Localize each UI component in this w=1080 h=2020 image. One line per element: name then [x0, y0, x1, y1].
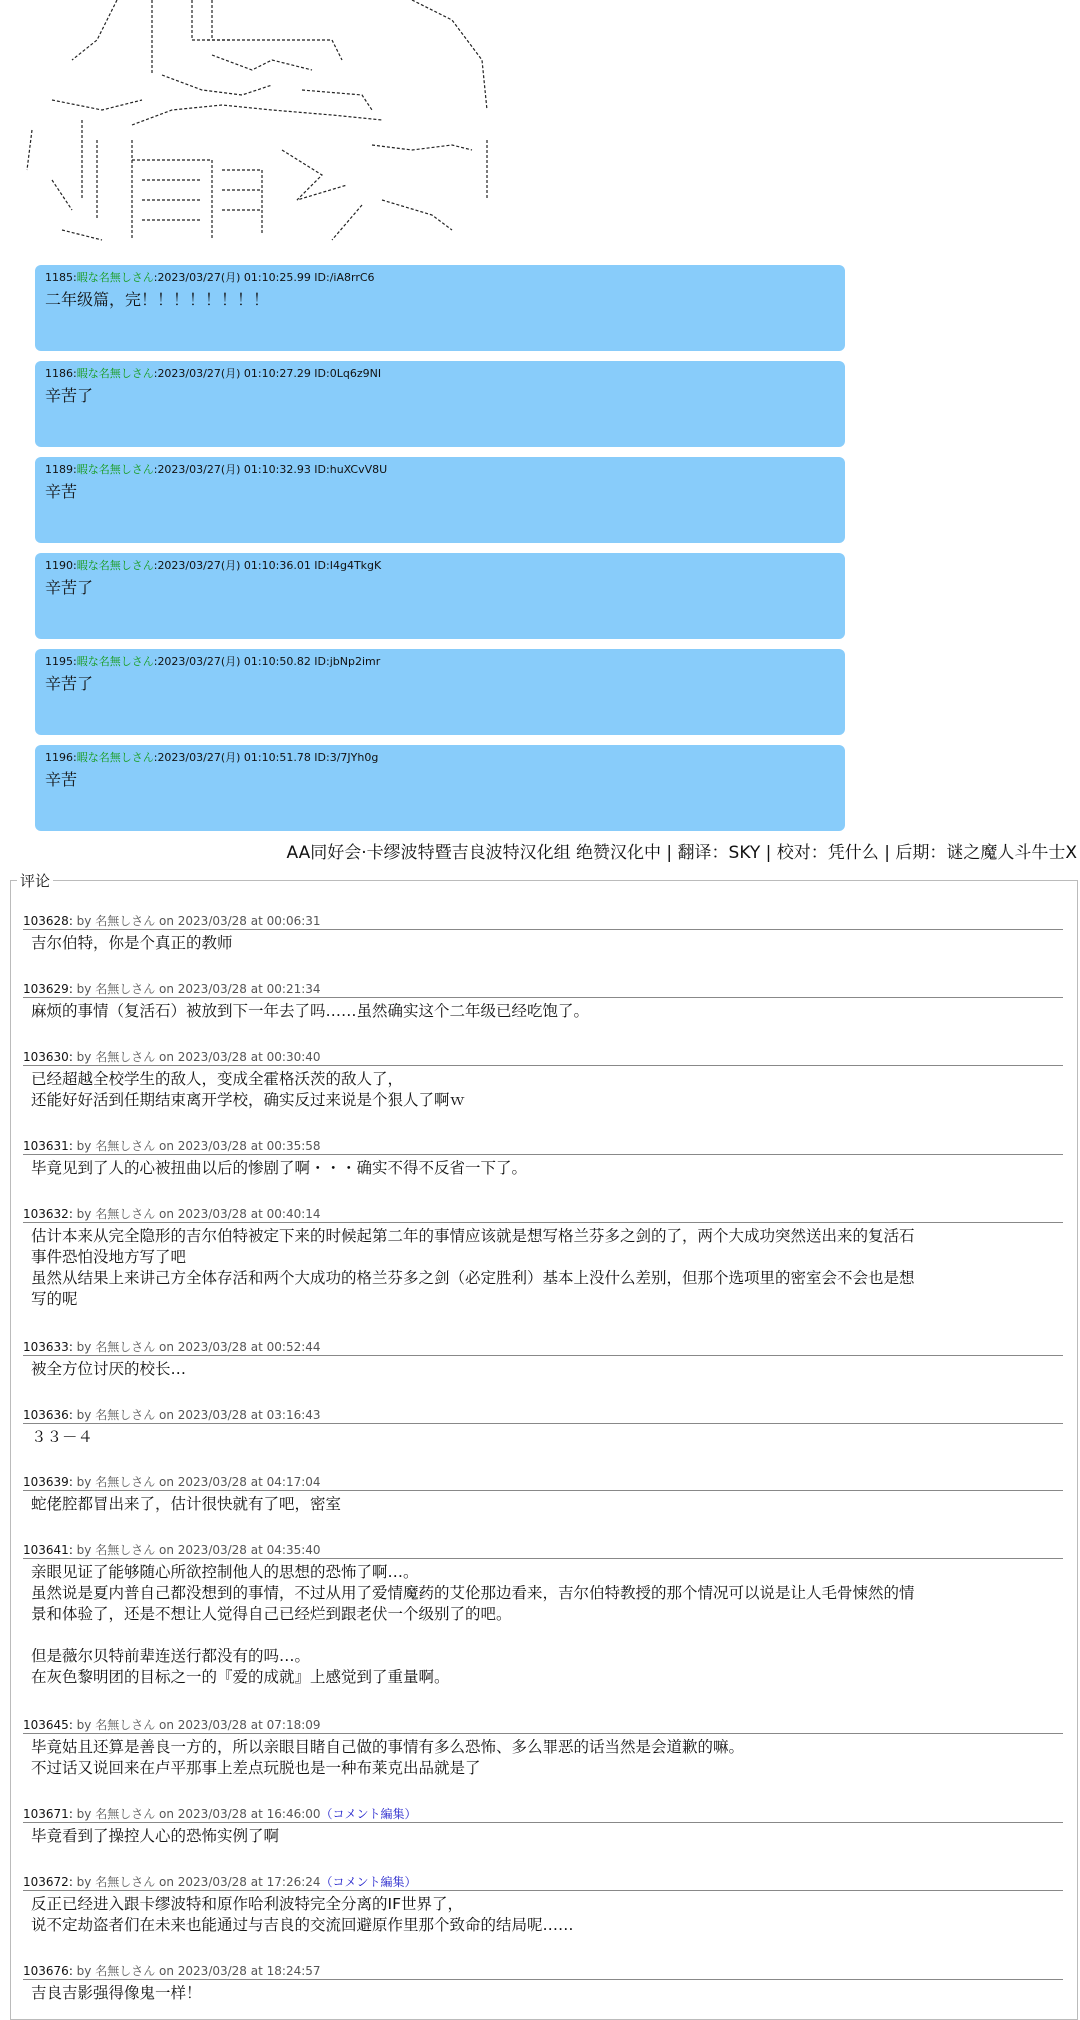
- post-body: 辛苦了: [45, 674, 94, 693]
- comment-line: 蛇佬腔都冒出来了，估计很快就有了吧，密室: [31, 1495, 342, 1513]
- post: [35, 745, 845, 831]
- comment-line: 事件恐怕没地方写了吧: [31, 1248, 187, 1266]
- comment-meta: by 名無しさん on 2023/03/28 at 00:21:34: [76, 982, 321, 996]
- comment-line: 说不定劫盗者们在未来也能通过与吉良的交流回避原作里那个致命的结局呢……: [31, 1916, 574, 1934]
- post: [35, 265, 845, 351]
- comment-line: 被全方位讨厌的校长…: [31, 1360, 187, 1378]
- comment-id[interactable]: 103631: [23, 1139, 69, 1153]
- comment-header: 103671: by 名無しさん on 2023/03/28 at 16:46:00（コメント編集）: [23, 1806, 1063, 1823]
- post-header: 1195:暇な名無しさん:2023/03/27(月) 01:10:50.82 ID:jbNp2imr: [45, 655, 381, 668]
- comment-body: [23, 1562, 1073, 1688]
- post-header: 1190:暇な名無しさん:2023/03/27(月) 01:10:36.01 ID:I4g4TkgK: [45, 559, 382, 572]
- comment-line: 虽然说是夏内普自己都没想到的事情，不过从用了爱情魔药的艾伦那边看来，吉尔伯特教授的那个情况可以说是让人毛骨悚然的情: [31, 1584, 915, 1602]
- comment: [23, 1717, 1073, 1779]
- comment-meta: by 名無しさん on 2023/03/28 at 00:40:14: [76, 1207, 321, 1221]
- post-number: 1190: [45, 559, 73, 572]
- comment-id[interactable]: 103632: [23, 1207, 69, 1221]
- post: [35, 457, 845, 543]
- comment-id[interactable]: 103672: [23, 1875, 69, 1889]
- comment-body: [23, 1359, 1073, 1380]
- post: [35, 553, 845, 639]
- comment-line: 但是薇尔贝特前辈连送行都没有的吗…。: [31, 1647, 311, 1665]
- comment-body: [23, 1494, 1073, 1515]
- post: [35, 361, 845, 447]
- comment-edit-link[interactable]: （コメント編集）: [320, 1875, 417, 1889]
- comment: [23, 1806, 1073, 1847]
- comment-header: 103641: by 名無しさん on 2023/03/28 at 04:35:40: [23, 1542, 1063, 1559]
- comment-header: 103633: by 名無しさん on 2023/03/28 at 00:52:44: [23, 1339, 1063, 1356]
- comment-line: 亲眼见证了能够随心所欲控制他人的思想的恐怖了啊…。: [31, 1563, 419, 1581]
- post-author-name[interactable]: 暇な名無しさん: [76, 271, 154, 284]
- comment-line: 不过话又说回来在卢平那事上差点玩脱也是一种布莱克出品就是了: [31, 1759, 481, 1777]
- comment-meta: by 名無しさん on 2023/03/28 at 00:35:58: [76, 1139, 321, 1153]
- comment-meta: by 名無しさん on 2023/03/28 at 04:35:40: [76, 1543, 321, 1557]
- post-body: 辛苦了: [45, 578, 94, 597]
- comment-body: [23, 1001, 1073, 1022]
- post-body: 辛苦: [45, 482, 78, 501]
- post-author-name[interactable]: 暇な名無しさん: [76, 559, 154, 572]
- post-meta: 2023/03/27(月) 01:10:25.99 ID:/iA8rrC6: [157, 271, 375, 284]
- post-header: 1196:暇な名無しさん:2023/03/27(月) 01:10:51.78 ID:3/7JYh0g: [45, 751, 379, 764]
- comments-section: [10, 872, 1078, 2020]
- comment-body: [23, 1427, 1073, 1448]
- post-body: 辛苦了: [45, 386, 94, 405]
- comment: [23, 1206, 1073, 1310]
- post-meta: 2023/03/27(月) 01:10:27.29 ID:0Lq6z9NI: [157, 367, 382, 380]
- comment-body: [23, 1069, 1073, 1111]
- comment-header: 103632: by 名無しさん on 2023/03/28 at 00:40:14: [23, 1206, 1063, 1223]
- comment-header: 103645: by 名無しさん on 2023/03/28 at 07:18:09: [23, 1717, 1063, 1734]
- comment-id[interactable]: 103630: [23, 1050, 69, 1064]
- comment-line: 毕竟姑且还算是善良一方的，所以亲眼目睹自己做的事情有多么恐怖、多么罪恶的话当然是会道歉的嘛。: [31, 1738, 745, 1756]
- comment-line: 虽然从结果上来讲己方全体存活和两个大成功的格兰芬多之剑（必定胜利）基本上没什么差别，但那个选项里的密室会不会也是想: [31, 1269, 915, 1287]
- post-list: [35, 265, 845, 841]
- comment: [23, 981, 1073, 1022]
- comment: [23, 1963, 1073, 2004]
- comment: [23, 1407, 1073, 1448]
- comment-meta: by 名無しさん on 2023/03/28 at 04:17:04: [76, 1475, 321, 1489]
- post-header: 1189:暇な名無しさん:2023/03/27(月) 01:10:32.93 ID:huXCvV8U: [45, 463, 388, 476]
- comment-header: 103630: by 名無しさん on 2023/03/28 at 00:30:40: [23, 1049, 1063, 1066]
- comment-body: [23, 1894, 1073, 1936]
- comment-line: 写的呢: [31, 1290, 78, 1308]
- comment-header: 103672: by 名無しさん on 2023/03/28 at 17:26:24（コメント編集）: [23, 1874, 1063, 1891]
- post-author-name[interactable]: 暇な名無しさん: [76, 751, 154, 764]
- post-header: 1186:暇な名無しさん:2023/03/27(月) 01:10:27.29 ID:0Lq6z9NI: [45, 367, 382, 380]
- comment-id[interactable]: 103645: [23, 1718, 69, 1732]
- comment-meta: by 名無しさん on 2023/03/28 at 16:46:00: [76, 1807, 321, 1821]
- comment-meta: by 名無しさん on 2023/03/28 at 00:52:44: [76, 1340, 321, 1354]
- comment-id[interactable]: 103629: [23, 982, 69, 996]
- comment-line: 估计本来从完全隐形的吉尔伯特被定下来的时候起第二年的事情应该就是想写格兰芬多之剑的了，两个大成功突然送出来的复活石: [31, 1227, 915, 1245]
- post-header: 1185:暇な名無しさん:2023/03/27(月) 01:10:25.99 ID:/iA8rrC6: [45, 271, 375, 284]
- comment-header: 103636: by 名無しさん on 2023/03/28 at 03:16:43: [23, 1407, 1063, 1424]
- comment: [23, 1339, 1073, 1380]
- comment-line: ３３－４: [31, 1428, 94, 1446]
- comment-line: 已经超越全校学生的敌人，变成全霍格沃茨的敌人了，: [31, 1070, 404, 1088]
- post-number: 1185: [45, 271, 73, 284]
- comment-body: [23, 1983, 1073, 2004]
- comment-meta: by 名無しさん on 2023/03/28 at 00:30:40: [76, 1050, 321, 1064]
- translation-credits: AA同好会·卡缪波特暨吉良波特汉化组 绝赞汉化中 | 翻译：SKY | 校对：凭什么 | 后期：谜之魔人斗牛士X: [286, 843, 1077, 863]
- comment-line: 景和体验了，还是不想让人觉得自己已经烂到跟老伏一个级别了的吧。: [31, 1605, 512, 1623]
- comment: [23, 1138, 1073, 1179]
- comment-id[interactable]: 103639: [23, 1475, 69, 1489]
- post-meta: 2023/03/27(月) 01:10:32.93 ID:huXCvV8U: [157, 463, 388, 476]
- comments-legend: 评论: [17, 873, 53, 889]
- comment-body: [23, 1226, 1073, 1310]
- comment-meta: by 名無しさん on 2023/03/28 at 18:24:57: [76, 1964, 321, 1978]
- comment-body: [23, 933, 1073, 954]
- post-author-name[interactable]: 暇な名無しさん: [76, 463, 154, 476]
- comment-id[interactable]: 103676: [23, 1964, 69, 1978]
- comment-body: [23, 1826, 1073, 1847]
- post-author-name[interactable]: 暇な名無しさん: [76, 655, 154, 668]
- comment-header: 103676: by 名無しさん on 2023/03/28 at 18:24:57: [23, 1963, 1063, 1980]
- ascii-art-illustration: [12, 0, 492, 250]
- comment-line: 还能好好活到任期结束离开学校，确实反过来说是个狠人了啊ｗ: [31, 1091, 466, 1109]
- comment-header: 103629: by 名無しさん on 2023/03/28 at 00:21:34: [23, 981, 1063, 998]
- post-body: 二年级篇，完！！！！！！！！: [45, 290, 270, 309]
- post-meta: 2023/03/27(月) 01:10:36.01 ID:I4g4TkgK: [157, 559, 382, 572]
- comment-line: 吉尔伯特，你是个真正的教师: [31, 934, 233, 952]
- comment-line: 吉良吉影强得像鬼一样！: [31, 1984, 202, 2002]
- comment-line: 反正已经进入跟卡缪波特和原作哈利波特完全分离的IF世界了，: [31, 1895, 463, 1913]
- comment-id[interactable]: 103628: [23, 914, 69, 928]
- comment-meta: by 名無しさん on 2023/03/28 at 03:16:43: [76, 1408, 321, 1422]
- comment-header: 103628: by 名無しさん on 2023/03/28 at 00:06:31: [23, 913, 1063, 930]
- post-number: 1196: [45, 751, 73, 764]
- comment-body: [23, 1158, 1073, 1179]
- comment-header: 103639: by 名無しさん on 2023/03/28 at 04:17:04: [23, 1474, 1063, 1491]
- comment-line: 毕竟看到了操控人心的恐怖实例了啊: [31, 1827, 280, 1845]
- post: [35, 649, 845, 735]
- comment-meta: by 名無しさん on 2023/03/28 at 07:18:09: [76, 1718, 321, 1732]
- post-meta: 2023/03/27(月) 01:10:50.82 ID:jbNp2imr: [157, 655, 381, 668]
- comment-line: 毕竟见到了人的心被扭曲以后的惨剧了啊・・・确实不得不反省一下了。: [31, 1159, 528, 1177]
- comment-line: [31, 1625, 1073, 1646]
- comment-header: 103631: by 名無しさん on 2023/03/28 at 00:35:58: [23, 1138, 1063, 1155]
- comment-id[interactable]: 103671: [23, 1807, 69, 1821]
- comment-id[interactable]: 103633: [23, 1340, 69, 1354]
- post-body: 辛苦: [45, 770, 78, 789]
- post-number: 1186: [45, 367, 73, 380]
- comment: [23, 913, 1073, 954]
- post-number: 1189: [45, 463, 73, 476]
- comment: [23, 1049, 1073, 1111]
- comment-edit-link[interactable]: （コメント編集）: [320, 1807, 417, 1821]
- post-number: 1195: [45, 655, 73, 668]
- post-meta: 2023/03/27(月) 01:10:51.78 ID:3/7JYh0g: [157, 751, 379, 764]
- comment: [23, 1874, 1073, 1936]
- comment-body: [23, 1737, 1073, 1779]
- comment: [23, 1474, 1073, 1515]
- comment-meta: by 名無しさん on 2023/03/28 at 17:26:24: [76, 1875, 321, 1889]
- comment-id[interactable]: 103641: [23, 1543, 69, 1557]
- post-author-name[interactable]: 暇な名無しさん: [76, 367, 154, 380]
- comment-line: 在灰色黎明团的目标之一的『爱的成就』上感觉到了重量啊。: [31, 1668, 450, 1686]
- comment-meta: by 名無しさん on 2023/03/28 at 00:06:31: [76, 914, 321, 928]
- comment-line: 麻烦的事情（复活石）被放到下一年去了吗……虽然确实这个二年级已经吃饱了。: [31, 1002, 590, 1020]
- comment-id[interactable]: 103636: [23, 1408, 69, 1422]
- comment: [23, 1542, 1073, 1688]
